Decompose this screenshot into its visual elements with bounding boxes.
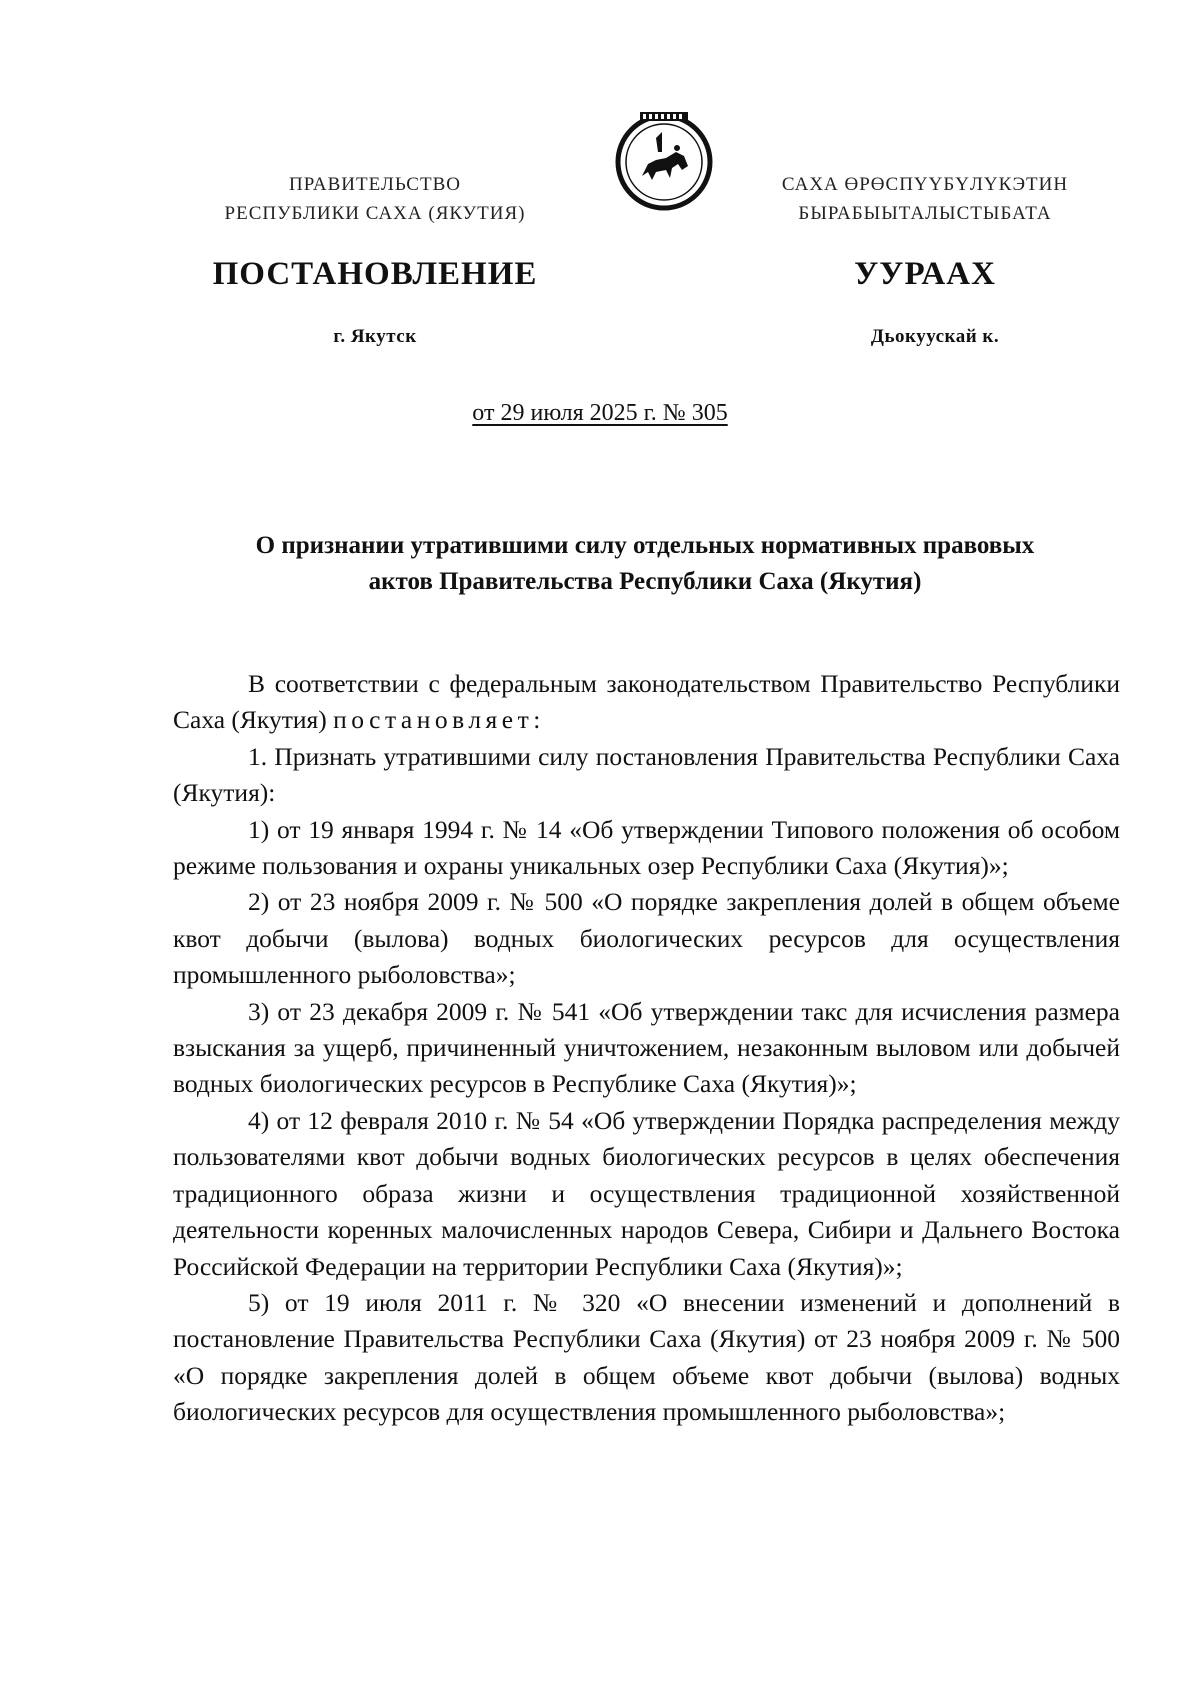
intro-decision-word: постановляет: — [333, 705, 545, 735]
intro-paragraph — [173, 666, 1120, 739]
list-item-2: 2) от 23 ноября 2009 г. № 500 «О порядке закрепления долей в общем объеме квот добычи (вылова) водных биологических ресурсов для осуществления промышленного рыболовства»; — [173, 887, 1120, 990]
document-body — [173, 666, 1120, 1431]
issuer-sakha-line2: БЫРАБЫЫТАЛЫСТЫБАТА — [798, 203, 1052, 224]
title-line1: О признании утратившими силу отдельных нормативных правовых — [255, 532, 1035, 559]
issuer-ru — [170, 170, 580, 228]
title-line2: актов Правительства Республики Саха (Якутия) — [368, 568, 922, 595]
issuer-ru-line1: ПРАВИТЕЛЬСТВО — [289, 174, 461, 195]
paragraph-1: 1. Признать утратившими силу постановления Правительства Республики Саха (Якутия): — [173, 741, 1120, 808]
list-item-3: 3) от 23 декабря 2009 г. № 541 «Об утверждении такс для исчисления размера взыскания за ущерб, причиненный уничтожением, незаконным выловом или добычей водных биологических ресурсов в Республике Саха (Якутия)»; — [173, 996, 1120, 1099]
intro-text: В соответствии с федеральным законодательством Правительство Республики Саха (Якутия) — [173, 669, 1120, 735]
list-item-1: 1) от 19 января 1994 г. № 14 «Об утверждении Типового положения об особом режиме пользования и охраны уникальных озер Республики Саха (Якутия)»; — [173, 814, 1120, 881]
doc-type-ru: ПОСТАНОВЛЕНИЕ — [212, 256, 538, 292]
doc-type-sakha: УУРААХ — [854, 256, 996, 292]
coat-of-arms-icon — [612, 108, 716, 212]
date-number-line — [0, 400, 1200, 427]
list-item-4: 4) от 12 февраля 2010 г. № 54 «Об утверждении Порядка распределения между пользователями квот добычи водных биологических ресурсов в целях обеспечения традиционного образа жизни и осуществления традиционной хозяйственной деятельности коренных малочисленных народов Севера, Сибири и Дальнего Востока Российской Федерации на территории Республики Саха (Якутия)»; — [173, 1105, 1120, 1281]
issuer-sakha — [720, 170, 1130, 228]
issuer-ru-line2: РЕСПУБЛИКИ САХА (ЯКУТИЯ) — [224, 203, 526, 224]
city-ru: г. Якутск — [333, 326, 417, 347]
city-sakha: Дьокуускай к. — [870, 326, 1000, 347]
issuer-sakha-line1: САХА ӨРӨСПҮҮБҮЛҮКЭТИН — [781, 174, 1069, 195]
list-item-5: 5) от 19 июля 2011 г. № 320 «О внесении изменений и дополнений в постановление Правительства Республики Саха (Якутия) от 23 ноября 2009 г. № 500 «О порядке закрепления долей в общем объеме квот добычи (вылова) водных биологических ресурсов для осуществления промышленного рыболовства»; — [173, 1287, 1120, 1427]
date-number: от 29 июля 2025 г. № 305 — [472, 400, 728, 426]
document-title — [170, 528, 1120, 600]
